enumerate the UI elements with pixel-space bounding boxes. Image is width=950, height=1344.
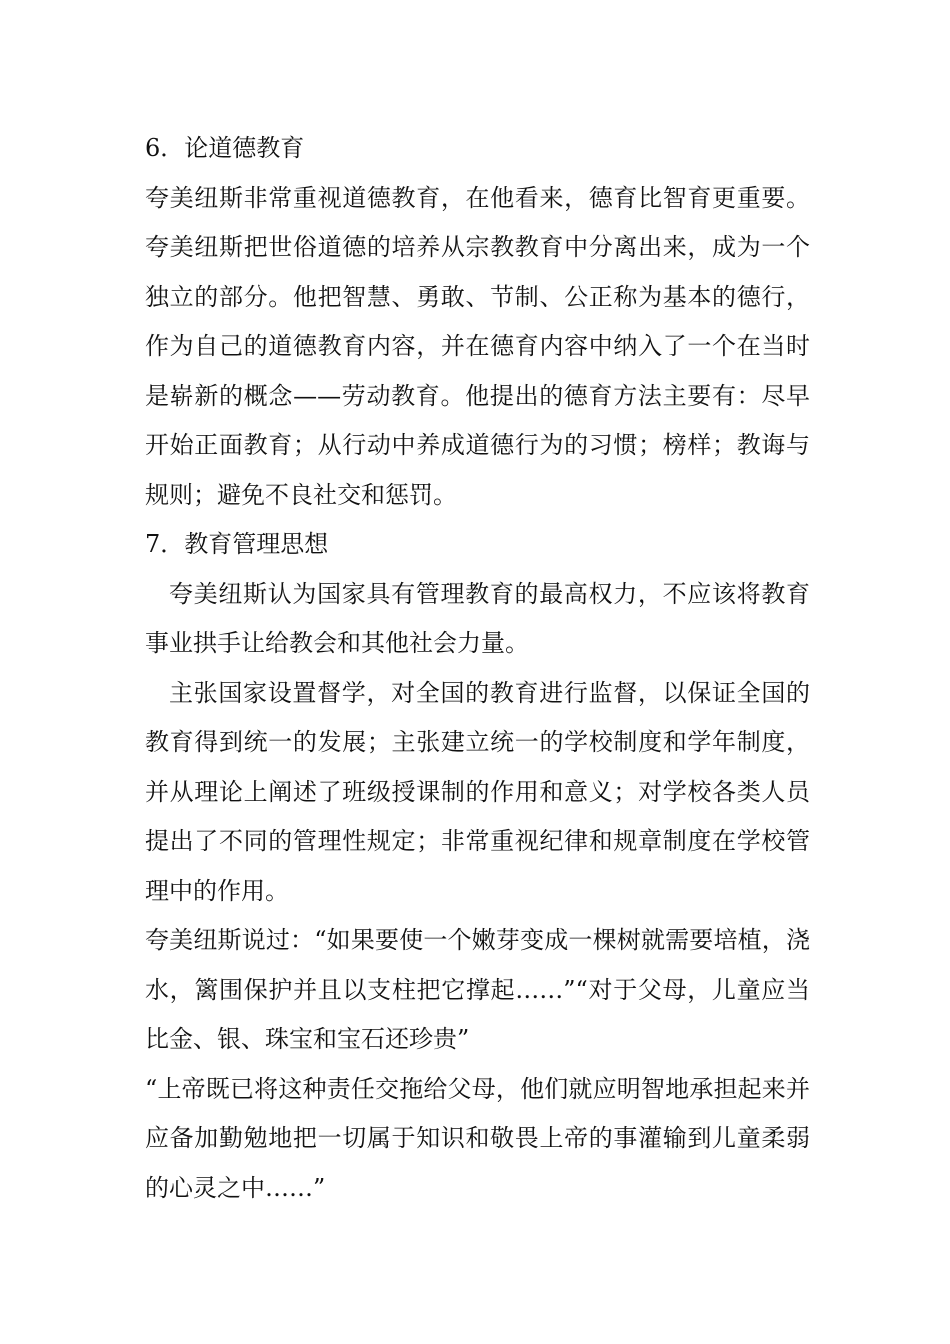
document-page bbox=[145, 124, 810, 1213]
quote-paragraph-2: “上帝既已将这种责任交拖给父母，他们就应明智地承担起来并应备加勤勉地把一切属于知识和敬畏上帝的事灌输到儿童柔弱的心灵之中……” bbox=[145, 1074, 810, 1202]
section-6-heading: 6．论道德教育 bbox=[145, 134, 305, 162]
section-6-paragraph: 夸美纽斯非常重视道德教育，在他看来，德育比智育更重要。夸美纽斯把世俗道德的培养从宗教教育中分离出来，成为一个独立的部分。他把智慧、勇敢、节制、公正称为基本的德行，作为自己的道德教育内容，并在德育内容中纳入了一个在当时是崭新的概念——劳动教育。他提出的德育方法主要有：尽早开始正面教育；从行动中养成道德行为的习惯；榜样；教诲与规则；避免不良社交和惩罚。 bbox=[145, 183, 810, 509]
section-7-paragraph-1: 夸美纽斯认为国家具有管理教育的最高权力，不应该将教育事业拱手让给教会和其他社会力量。 bbox=[145, 579, 810, 657]
quote-paragraph-1: 夸美纽斯说过：“如果要使一个嫩芽变成一棵树就需要培植，浇水，篱围保护并且以支柱把它撑起……”“对于父母，儿童应当比金、银、珠宝和宝石还珍贵” bbox=[145, 926, 810, 1053]
section-7-paragraph-2: 主张国家设置督学，对全国的教育进行监督，以保证全国的教育得到统一的发展；主张建立统一的学校制度和学年制度，并从理论上阐述了班级授课制的作用和意义；对学校各类人员提出了不同的管理性规定；非常重视纪律和规章制度在学校管理中的作用。 bbox=[145, 678, 810, 905]
section-7-heading: 7．教育管理思想 bbox=[145, 530, 329, 558]
